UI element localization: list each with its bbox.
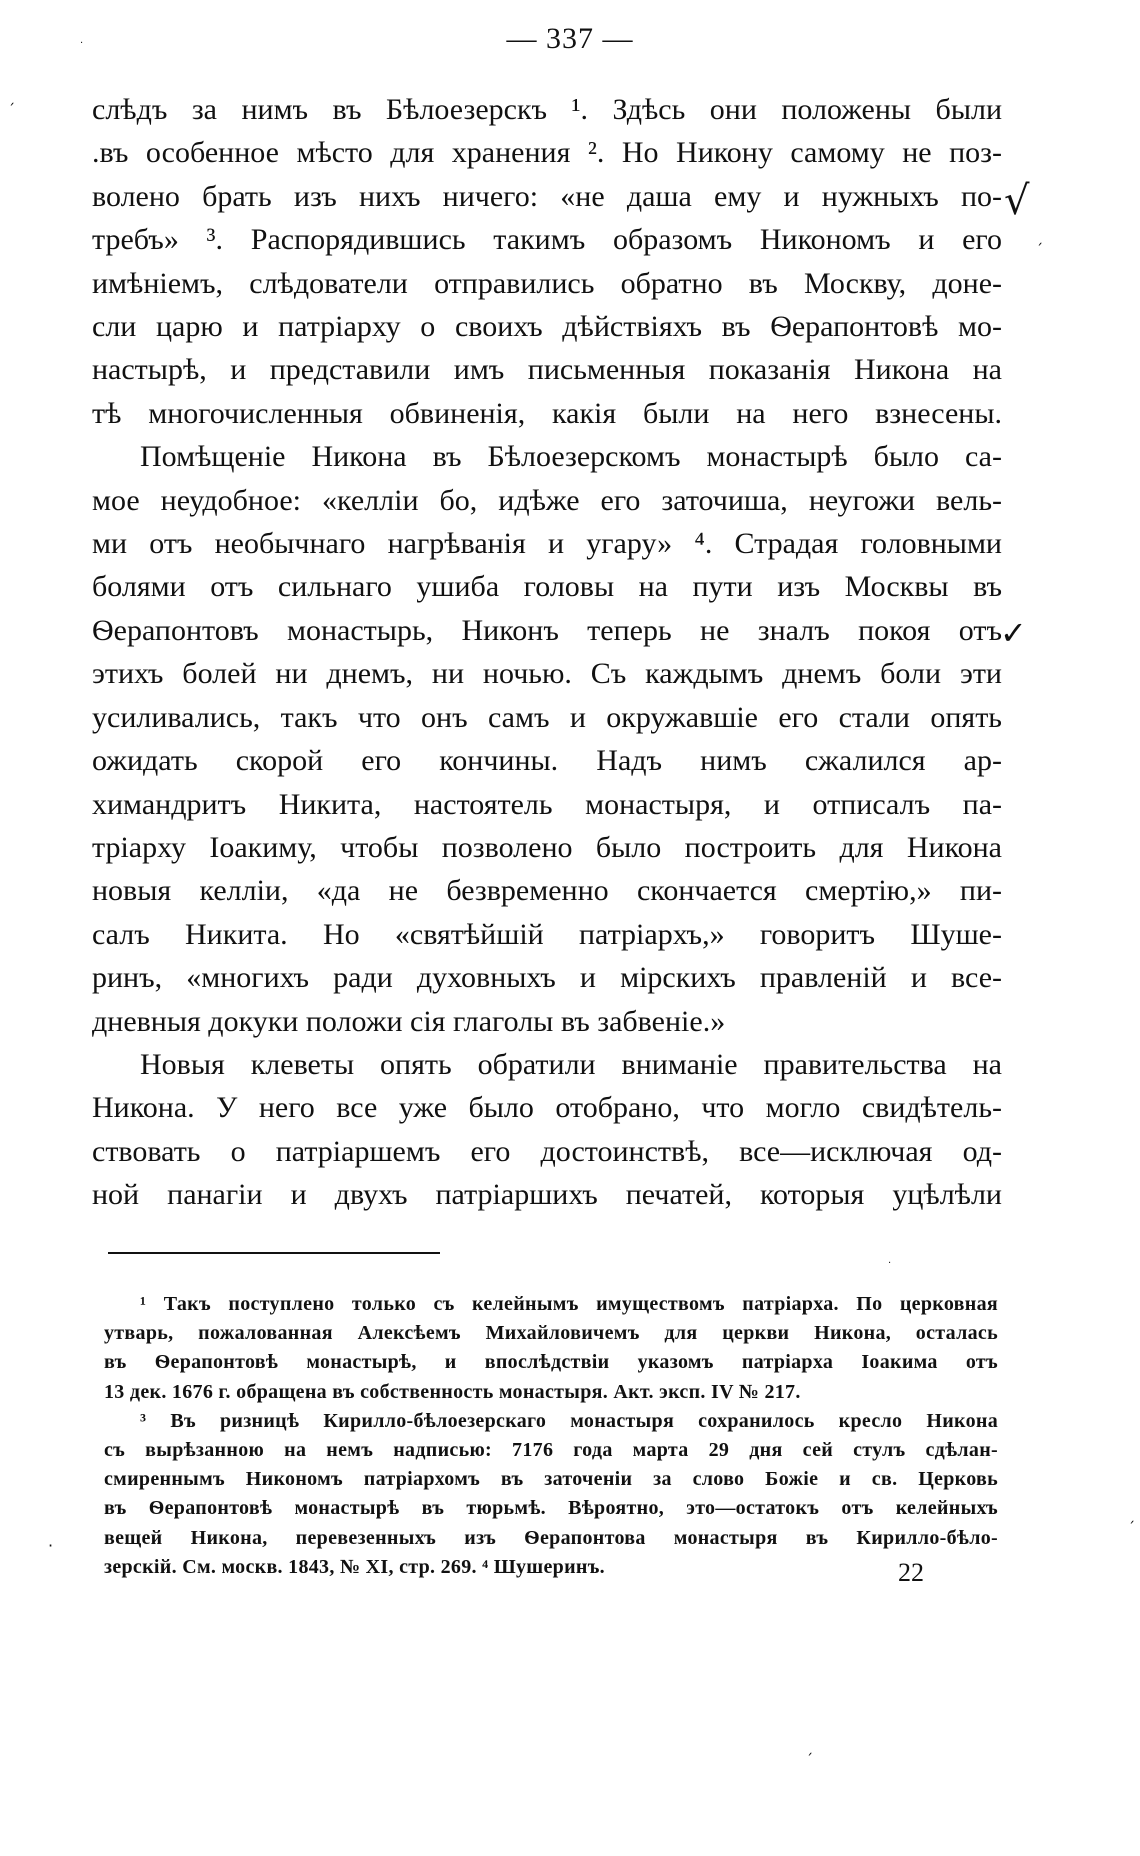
text-line: Ѳерапонтовъ монастырь, Никонъ теперь не зналъ покоя отъ [92, 613, 1002, 647]
text-line: сли царю и патріарху о своихъ дѣйствіяхъ въ Ѳерапонтовѣ мо- [92, 310, 1002, 344]
text-line: ожидать скорой его кончины. Надъ нимъ сжалился ар- [92, 744, 1002, 778]
page-number: — 337 — [506, 22, 634, 55]
footnote-divider [108, 1252, 440, 1254]
text-line: химандритъ Никита, настоятель монастыря, и отписалъ па- [92, 787, 1002, 821]
text-line: ной панагіи и двухъ патріаршихъ печатей, которыя уцѣлѣли [92, 1178, 1002, 1212]
text-line: тѣ многочисленныя обвиненія, какія были на него взнесены. [92, 396, 1002, 430]
text-line: ми отъ необычнаго нагрѣванія и угару» ⁴. Страдая головными [92, 527, 1002, 561]
text-line: тріарху Іоакиму, чтобы позволено было построить для Никона [92, 830, 1002, 864]
text-line: слѣдъ за нимъ въ Бѣлоезерскъ ¹. Здѣсь они положены были [92, 93, 1002, 126]
margin-check-icon: √ [1004, 178, 1030, 224]
paragraph-start-line: Помѣщеніе Никона въ Бѣлоезерскомъ монастырѣ было са- [140, 440, 1002, 474]
margin-tick-icon: ˏ [1128, 1508, 1135, 1524]
text-line: ринъ, «многихъ ради духовныхъ и мірскихъ правленій и все- [92, 961, 1002, 995]
footnote-line: ³ Въ ризницѣ Кирилло-бѣлоезерскаго монастыря сохранилось кресло Никона [140, 1409, 998, 1432]
text-line: болями отъ сильнаго ушиба головы на пути изъ Москвы въ [92, 570, 1002, 604]
footnotes [104, 1290, 998, 1582]
text-line: имѣніемъ, слѣдователи отправились обратно въ Москву, доне- [92, 266, 1002, 300]
margin-dot-icon: · [888, 1258, 892, 1269]
text-line: новыя келліи, «да не безвременно скончается смертію,» пи- [92, 874, 1002, 908]
footnote-line: съ вырѣзанною на немъ надписью: 7176 года марта 29 дня сей стулъ сдѣлан- [104, 1439, 998, 1462]
text-line: .въ особенное мѣсто для хранения ². Но Никону самому не поз- [92, 136, 1002, 170]
text-line: усиливались, такъ что онъ самъ и окружавшіе его стали опять [92, 700, 1002, 734]
text-line: требъ» ³. Распорядившись такимъ образомъ Никономъ и его [92, 223, 1002, 257]
main-text [92, 88, 1002, 1217]
footnote-line: смиреннымъ Никономъ патріархомъ въ заточеніи за слово Божіе и св. Церковь [104, 1468, 998, 1491]
text-line: настырѣ, и представили имъ письменныя показанія Никона на [92, 353, 1002, 387]
footnote-line: въ Ѳерапонтовѣ монастырѣ въ тюрьмѣ. Вѣроятно, это—остатокъ отъ келейныхъ [104, 1497, 998, 1520]
margin-tick-icon: ˏ [1036, 230, 1043, 246]
margin-dot-icon: · [80, 38, 84, 49]
signature-mark: 22 [898, 1558, 924, 1587]
text-line: этихъ болей ни днемъ, ни ночью. Съ каждымъ днемъ боли эти [92, 657, 1002, 691]
text-line: ствовать о патріаршемъ его достоинствѣ, все—исключая од- [92, 1134, 1002, 1168]
footnote-line: утварь, пожалованная Алексѣемъ Михайловичемъ для церкви Никона, осталась [104, 1322, 998, 1345]
footnote-line: ¹ Такъ поступлено только съ келейнымъ имуществомъ патріарха. По церковная [140, 1293, 998, 1315]
text-line: мое неудобное: «келліи бо, идѣже его заточиша, неугожи вель- [92, 483, 1002, 517]
paragraph-start-line: Новыя клеветы опять обратили вниманіе правительства на [140, 1047, 1002, 1081]
margin-check-icon: ✓ [1000, 614, 1027, 652]
text-line: волено брать изъ нихъ ничего: «не даша ему и нужныхъ по- [92, 179, 1002, 213]
margin-dot-icon: · [48, 1536, 54, 1555]
text-line: салъ Никита. Но «святѣйшій патріархъ,» говоритъ Шуше- [92, 917, 1002, 951]
footnote-line: 13 дек. 1676 г. обращена въ собственность монастыря. Акт. эксп. IV № 217. [104, 1380, 801, 1403]
margin-tick-icon: ˏ [806, 1740, 813, 1756]
footnote-line: зерскій. См. москв. 1843, № XI, стр. 269. ⁴ Шушеринъ. [104, 1555, 605, 1578]
footnote-line: вещей Никона, перевезенныхъ изъ Ѳерапонтова монастыря въ Кирилло-бѣло- [104, 1526, 998, 1549]
footnote-line: въ Ѳерапонтовѣ монастырѣ, и впослѣдствіи указомъ патріарха Іоакима отъ [104, 1351, 998, 1374]
paragraph-end-line: дневныя докуки положи сія глаголы въ забвеніе.» [92, 1004, 726, 1038]
text-line: Никона. У него все уже было отобрано, что могло свидѣтель- [92, 1091, 1002, 1125]
margin-tick-icon: ˏ [8, 90, 15, 106]
